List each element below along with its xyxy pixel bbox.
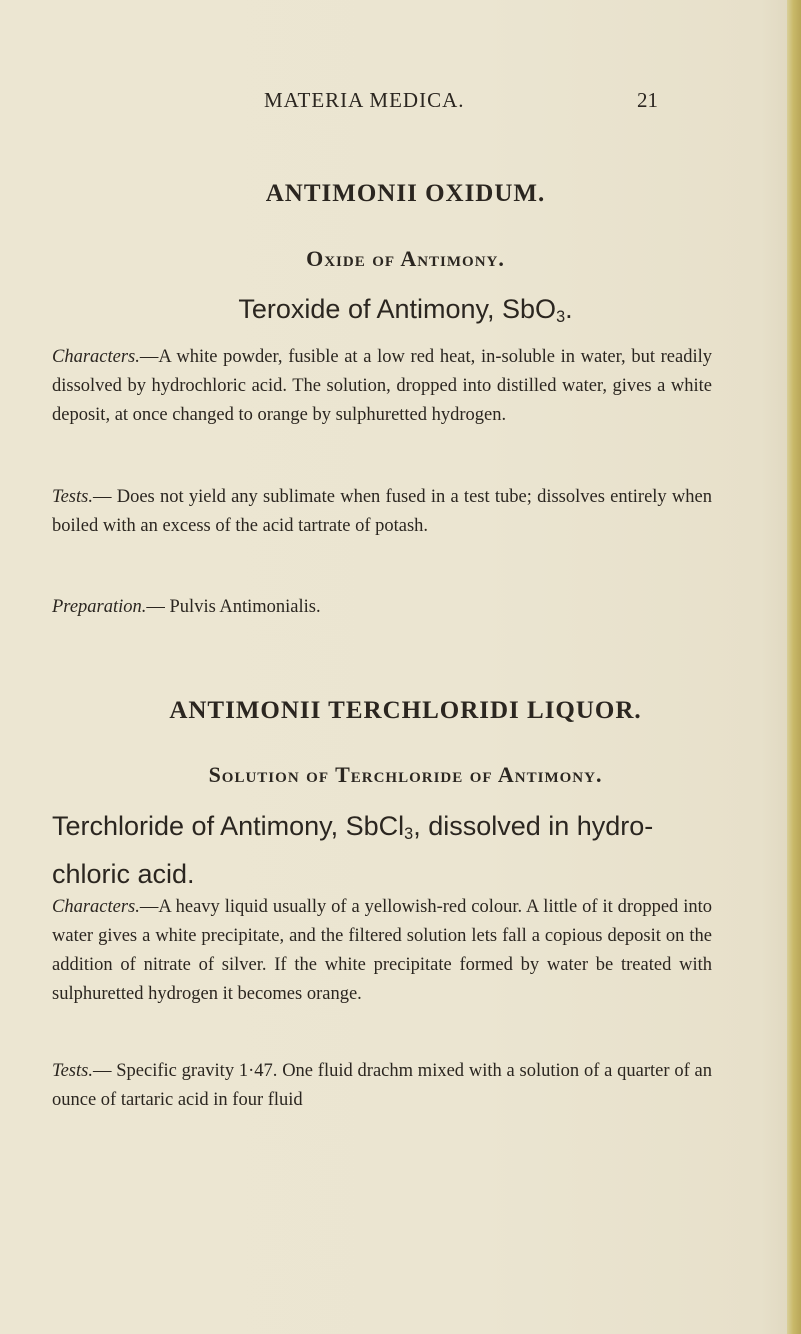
tests-label: Tests. — [52, 1061, 93, 1081]
section-title: ANTIMONII OXIDUM. — [265, 180, 546, 207]
section2-subtitle-wrap — [0, 762, 801, 788]
formula-end: , dissolved in hydro-chloric acid. — [52, 811, 654, 890]
tests-paragraph — [52, 1057, 712, 1115]
tests-paragraph — [52, 483, 712, 541]
tests-text: — Specific gravity 1·47. One fluid drachm mixed with a solution of a quarter of an ounce of tartaric acid in four fluid — [52, 1061, 712, 1110]
formula-subscript: 3 — [404, 825, 414, 844]
preparation-text: — Pulvis Antimonialis. — [146, 597, 321, 617]
running-head: MATERIA MEDICA. — [264, 88, 465, 112]
section-title: ANTIMONII TERCHLORIDI LIQUOR. — [169, 697, 642, 724]
section-antimonii-terchloridi — [0, 697, 801, 725]
section-subtitle: Oxide of Antimony. — [306, 246, 505, 271]
characters-paragraph — [52, 893, 712, 1009]
page-header — [0, 88, 801, 114]
tests-label: Tests. — [52, 487, 93, 507]
section-antimonii-oxidum — [0, 180, 801, 208]
page-number: 21 — [637, 88, 658, 112]
characters-label: Characters. — [52, 897, 140, 917]
characters-text: —A white powder, fusible at a low red heat, in-soluble in water, but readily dissolved by hydrochloric acid. The solution, dropped into distilled water, gives a white deposit, at once changed to orange by sulphuretted hydrogen. — [52, 347, 712, 425]
formula-name: Teroxide of Antimony, SbO — [238, 294, 557, 324]
characters-label: Characters. — [52, 347, 140, 367]
section-subtitle: Solution of Terchloride of Antimony. — [208, 762, 603, 787]
preparation-label: Preparation. — [52, 597, 147, 617]
characters-text: —A heavy liquid usually of a yellowish-red colour. A little of it dropped into water gives a white precipitate, and the filtered solution lets fall a copious deposit on the addition of nitrate of silver. If the white precipitate formed by water be treated with sulphuretted hydrogen it becomes orange. — [52, 897, 712, 1004]
formula-line — [52, 806, 712, 894]
preparation-paragraph — [52, 593, 712, 622]
formula-name: Terchloride of Antimony, SbCl — [52, 811, 405, 841]
formula-end: . — [565, 294, 573, 324]
formula-line — [0, 294, 801, 327]
formula-subscript: 3 — [556, 308, 566, 327]
section1-subtitle-wrap — [0, 246, 801, 272]
characters-paragraph — [52, 343, 712, 430]
section1-formula-wrap — [0, 294, 801, 327]
tests-text: — Does not yield any sublimate when fused in a test tube; dissolves entirely when boiled with an excess of the acid tartrate of potash. — [52, 487, 712, 536]
